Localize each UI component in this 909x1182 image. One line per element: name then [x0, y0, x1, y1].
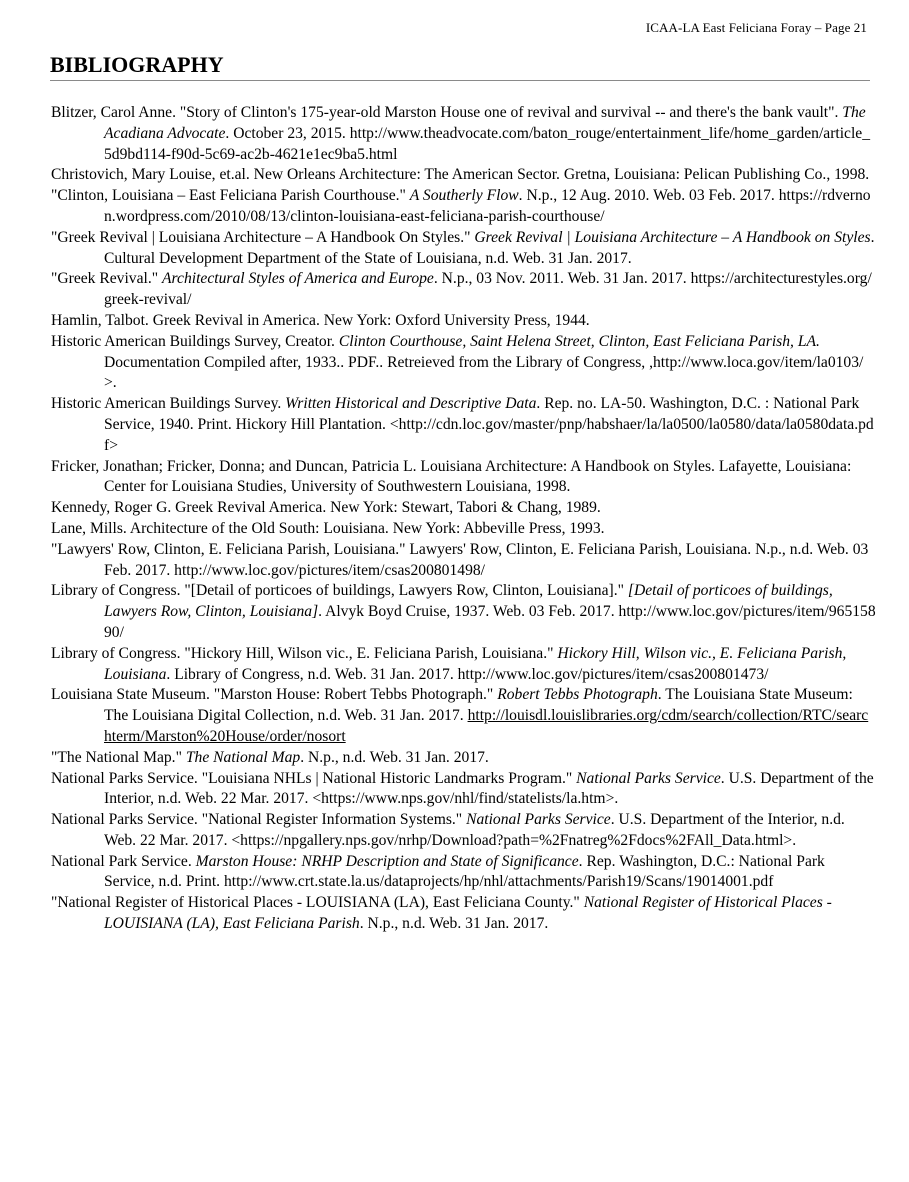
bibliography-entry	[51, 748, 876, 769]
bibliography-entry	[51, 457, 876, 499]
entry-text: Fricker, Jonathan; Fricker, Donna; and Duncan, Patricia L. Louisiana Architecture: A Handbook on Styles. Lafayette, Louisiana: Center for Louisiana Studies, University of Southwestern Louisiana, 1998.	[51, 457, 852, 496]
entry-url[interactable]: https://architecturestyles.org/greek-revival/	[104, 270, 872, 309]
entry-text: . Rep. Washington, D.C.: National Park Service, n.d. Print.	[104, 852, 825, 891]
bibliography-entry	[51, 186, 876, 228]
bibliography-entry	[51, 893, 876, 935]
entry-url[interactable]: http://www.loc.gov/pictures/item/csas200801473/	[457, 665, 769, 683]
entry-text: . The Louisiana State Museum: The Louisiana Digital Collection, n.d. Web. 31 Jan. 2017.	[104, 686, 853, 725]
entry-text: >.	[605, 790, 619, 808]
entry-text: . N.p., n.d. Web. 31 Jan. 2017.	[359, 915, 549, 933]
entry-text: Louisiana State Museum. "Marston House: Robert Tebbs Photograph."	[51, 686, 498, 704]
entry-text: Historic American Buildings Survey, Creator.	[51, 332, 339, 350]
entry-text: "Clinton, Louisiana – East Feliciana Parish Courthouse."	[51, 187, 410, 205]
entry-url[interactable]: http://www.loc.gov/pictures/item/96515890/	[104, 603, 876, 641]
bibliography-entry	[51, 103, 876, 165]
entry-text: . N.p., 12 Aug. 2010. Web. 03 Feb. 2017.	[518, 187, 779, 205]
entry-title: A Southerly Flow	[409, 187, 519, 205]
entry-title: Marston House: NRHP Description and State of Significance	[195, 852, 579, 870]
entry-text: >.	[783, 831, 797, 849]
entry-text: . Library of Congress, n.d. Web. 31 Jan. 2017.	[166, 665, 458, 683]
entry-text: Documentation Compiled after, 1933.. PDF.. Retreieved from the Library of Congress, ,	[104, 353, 653, 371]
entry-url[interactable]: http://www.crt.state.la.us/dataprojects/hp/nhl/attachments/Parish19/Scans/19014001.pdf	[223, 873, 774, 891]
entry-text: Lane, Mills. Architecture of the Old South: Louisiana. New York: Abbeville Press, 1993.	[51, 519, 605, 537]
entry-text: Hamlin, Talbot. Greek Revival in America. New York: Oxford University Press, 1944.	[51, 311, 590, 329]
bibliography-entry	[51, 498, 876, 519]
entry-title: [Detail of porticoes of buildings, Lawyers Row, Clinton, Louisiana]	[104, 582, 833, 621]
bibliography-entry	[51, 394, 876, 456]
bibliography-entry	[51, 644, 876, 686]
entry-url[interactable]: https://www.nps.gov/nhl/find/statelists/la.htm	[321, 790, 606, 808]
bibliography-entry	[51, 540, 876, 582]
entry-text: National Parks Service. "Louisiana NHLs | National Historic Landmarks Program."	[51, 769, 577, 787]
entry-text: National Park Service.	[51, 852, 196, 870]
entry-url[interactable]: http://www.loca.gov/item/la0103/	[653, 353, 864, 371]
entry-url[interactable]: http://www.loc.gov/pictures/item/csas200801498/	[174, 561, 485, 579]
bibliography-entry	[51, 810, 876, 852]
bibliography-entry	[51, 311, 876, 332]
bibliography-entry	[51, 519, 876, 540]
entry-text: Library of Congress. "[Detail of porticoes of buildings, Lawyers Row, Clinton, Louisiana]."	[51, 582, 628, 600]
entry-text: Library of Congress. "Hickory Hill, Wilson vic., E. Feliciana Parish, Louisiana."	[51, 644, 558, 662]
entry-title: National Parks Service	[576, 769, 721, 787]
bibliography-entry	[51, 769, 876, 811]
entry-title: Greek Revival | Louisiana Architecture – A Handbook on Styles	[474, 228, 871, 246]
page-header: ICAA-LA East Feliciana Foray – Page 21	[645, 20, 867, 35]
entry-text: "Lawyers' Row, Clinton, E. Feliciana Parish, Louisiana." Lawyers' Row, Clinton, E. Feliciana Parish, Louisiana. N.p., n.d. Web. 03 Feb. 2017.	[51, 540, 869, 579]
entry-text: . October 23, 2015.	[225, 124, 350, 142]
page-title: BIBLIOGRAPHY	[50, 52, 870, 81]
bibliography-entry	[51, 228, 876, 270]
bibliography-entry	[51, 581, 876, 643]
entry-text: >	[109, 436, 118, 454]
entry-url[interactable]: http://www.theadvocate.com/baton_rouge/entertainment_life/home_garden/article_5d9bd114-f90d-5c69-ac2b-4621e1ec9ba5.html	[104, 124, 871, 163]
entry-title: The National Map	[185, 748, 301, 766]
entry-title: The Acadiana Advocate	[104, 104, 866, 142]
entry-title: Clinton Courthouse, Saint Helena Street, Clinton, East Feliciana Parish, LA.	[338, 332, 820, 350]
entry-text: Christovich, Mary Louise, et.al. New Orleans Architecture: The American Sector. Gretna, Louisiana: Pelican Publishing Co., 1998.	[51, 166, 870, 184]
entry-title: National Register of Historical Places - LOUISIANA (LA), East Feliciana Parish	[104, 894, 832, 933]
entry-url[interactable]: http://cdn.loc.gov/master/pnp/habshaer/la/la0500/la0580/data/la0580data.pdf	[104, 415, 874, 454]
bibliography-entry	[51, 269, 876, 311]
entry-text: . N.p., n.d. Web. 31 Jan. 2017.	[300, 748, 489, 766]
entry-title: Robert Tebbs Photograph	[497, 686, 658, 704]
entry-text: Kennedy, Roger G. Greek Revival America. New York: Stewart, Tabori & Chang, 1989.	[51, 499, 601, 517]
entry-text: Blitzer, Carol Anne. "Story of Clinton's 175-year-old Marston House one of revival and survival -- and there's the bank vault".	[51, 104, 843, 121]
entry-text: >.	[104, 374, 117, 392]
entry-text: "Greek Revival."	[51, 270, 163, 288]
entry-title: Hickory Hill, Wilson vic., E. Feliciana Parish, Louisiana	[104, 644, 847, 683]
entry-url[interactable]: https://rdvernon.wordpress.com/2010/08/13/clinton-louisiana-east-feliciana-parish-courthouse/	[104, 187, 871, 225]
bibliography-entry	[51, 332, 876, 394]
entry-text: "National Register of Historical Places - LOUISIANA (LA), East Feliciana County."	[51, 894, 584, 912]
entry-title: National Parks Service	[466, 811, 611, 829]
entry-text: . Rep. no. LA-50. Washington, D.C. : National Park Service, 1940. Print. Hickory Hill Plantation. <	[104, 395, 860, 433]
entry-url[interactable]: https://npgallery.nps.gov/nrhp/Download?path=%2Fnatreg%2Fdocs%2FAll_Data.html	[240, 831, 784, 849]
bibliography-entry	[51, 685, 876, 747]
entry-text: . Alvyk Boyd Cruise, 1937. Web. 03 Feb. 2017.	[318, 603, 619, 621]
entry-text: . U.S. Department of the Interior, n.d. Web. 22 Mar. 2017. <	[104, 811, 845, 849]
entry-text: . Cultural Development Department of the State of Louisiana, n.d. Web. 31 Jan. 2017.	[104, 228, 875, 267]
entry-hyperlink[interactable]: http://louisdl.louislibraries.org/cdm/search/collection/RTC/searchterm/Marston%20House/order/nosort	[104, 707, 869, 745]
entry-text: "The National Map."	[51, 748, 186, 766]
bibliography-list	[51, 103, 876, 935]
entry-title: Written Historical and Descriptive Data	[285, 395, 537, 413]
entry-text: "Greek Revival | Louisiana Architecture – A Handbook On Styles."	[51, 228, 475, 246]
entry-text: . U.S. Department of the Interior, n.d. Web. 22 Mar. 2017. <	[104, 769, 874, 808]
entry-text: National Parks Service. "National Register Information Systems."	[51, 811, 467, 829]
entry-text: Historic American Buildings Survey.	[51, 395, 286, 413]
entry-text: . N.p., 03 Nov. 2011. Web. 31 Jan. 2017.	[433, 270, 691, 288]
entry-title: Architectural Styles of America and Europe	[162, 270, 434, 288]
bibliography-entry	[51, 165, 876, 186]
bibliography-entry	[51, 852, 876, 894]
